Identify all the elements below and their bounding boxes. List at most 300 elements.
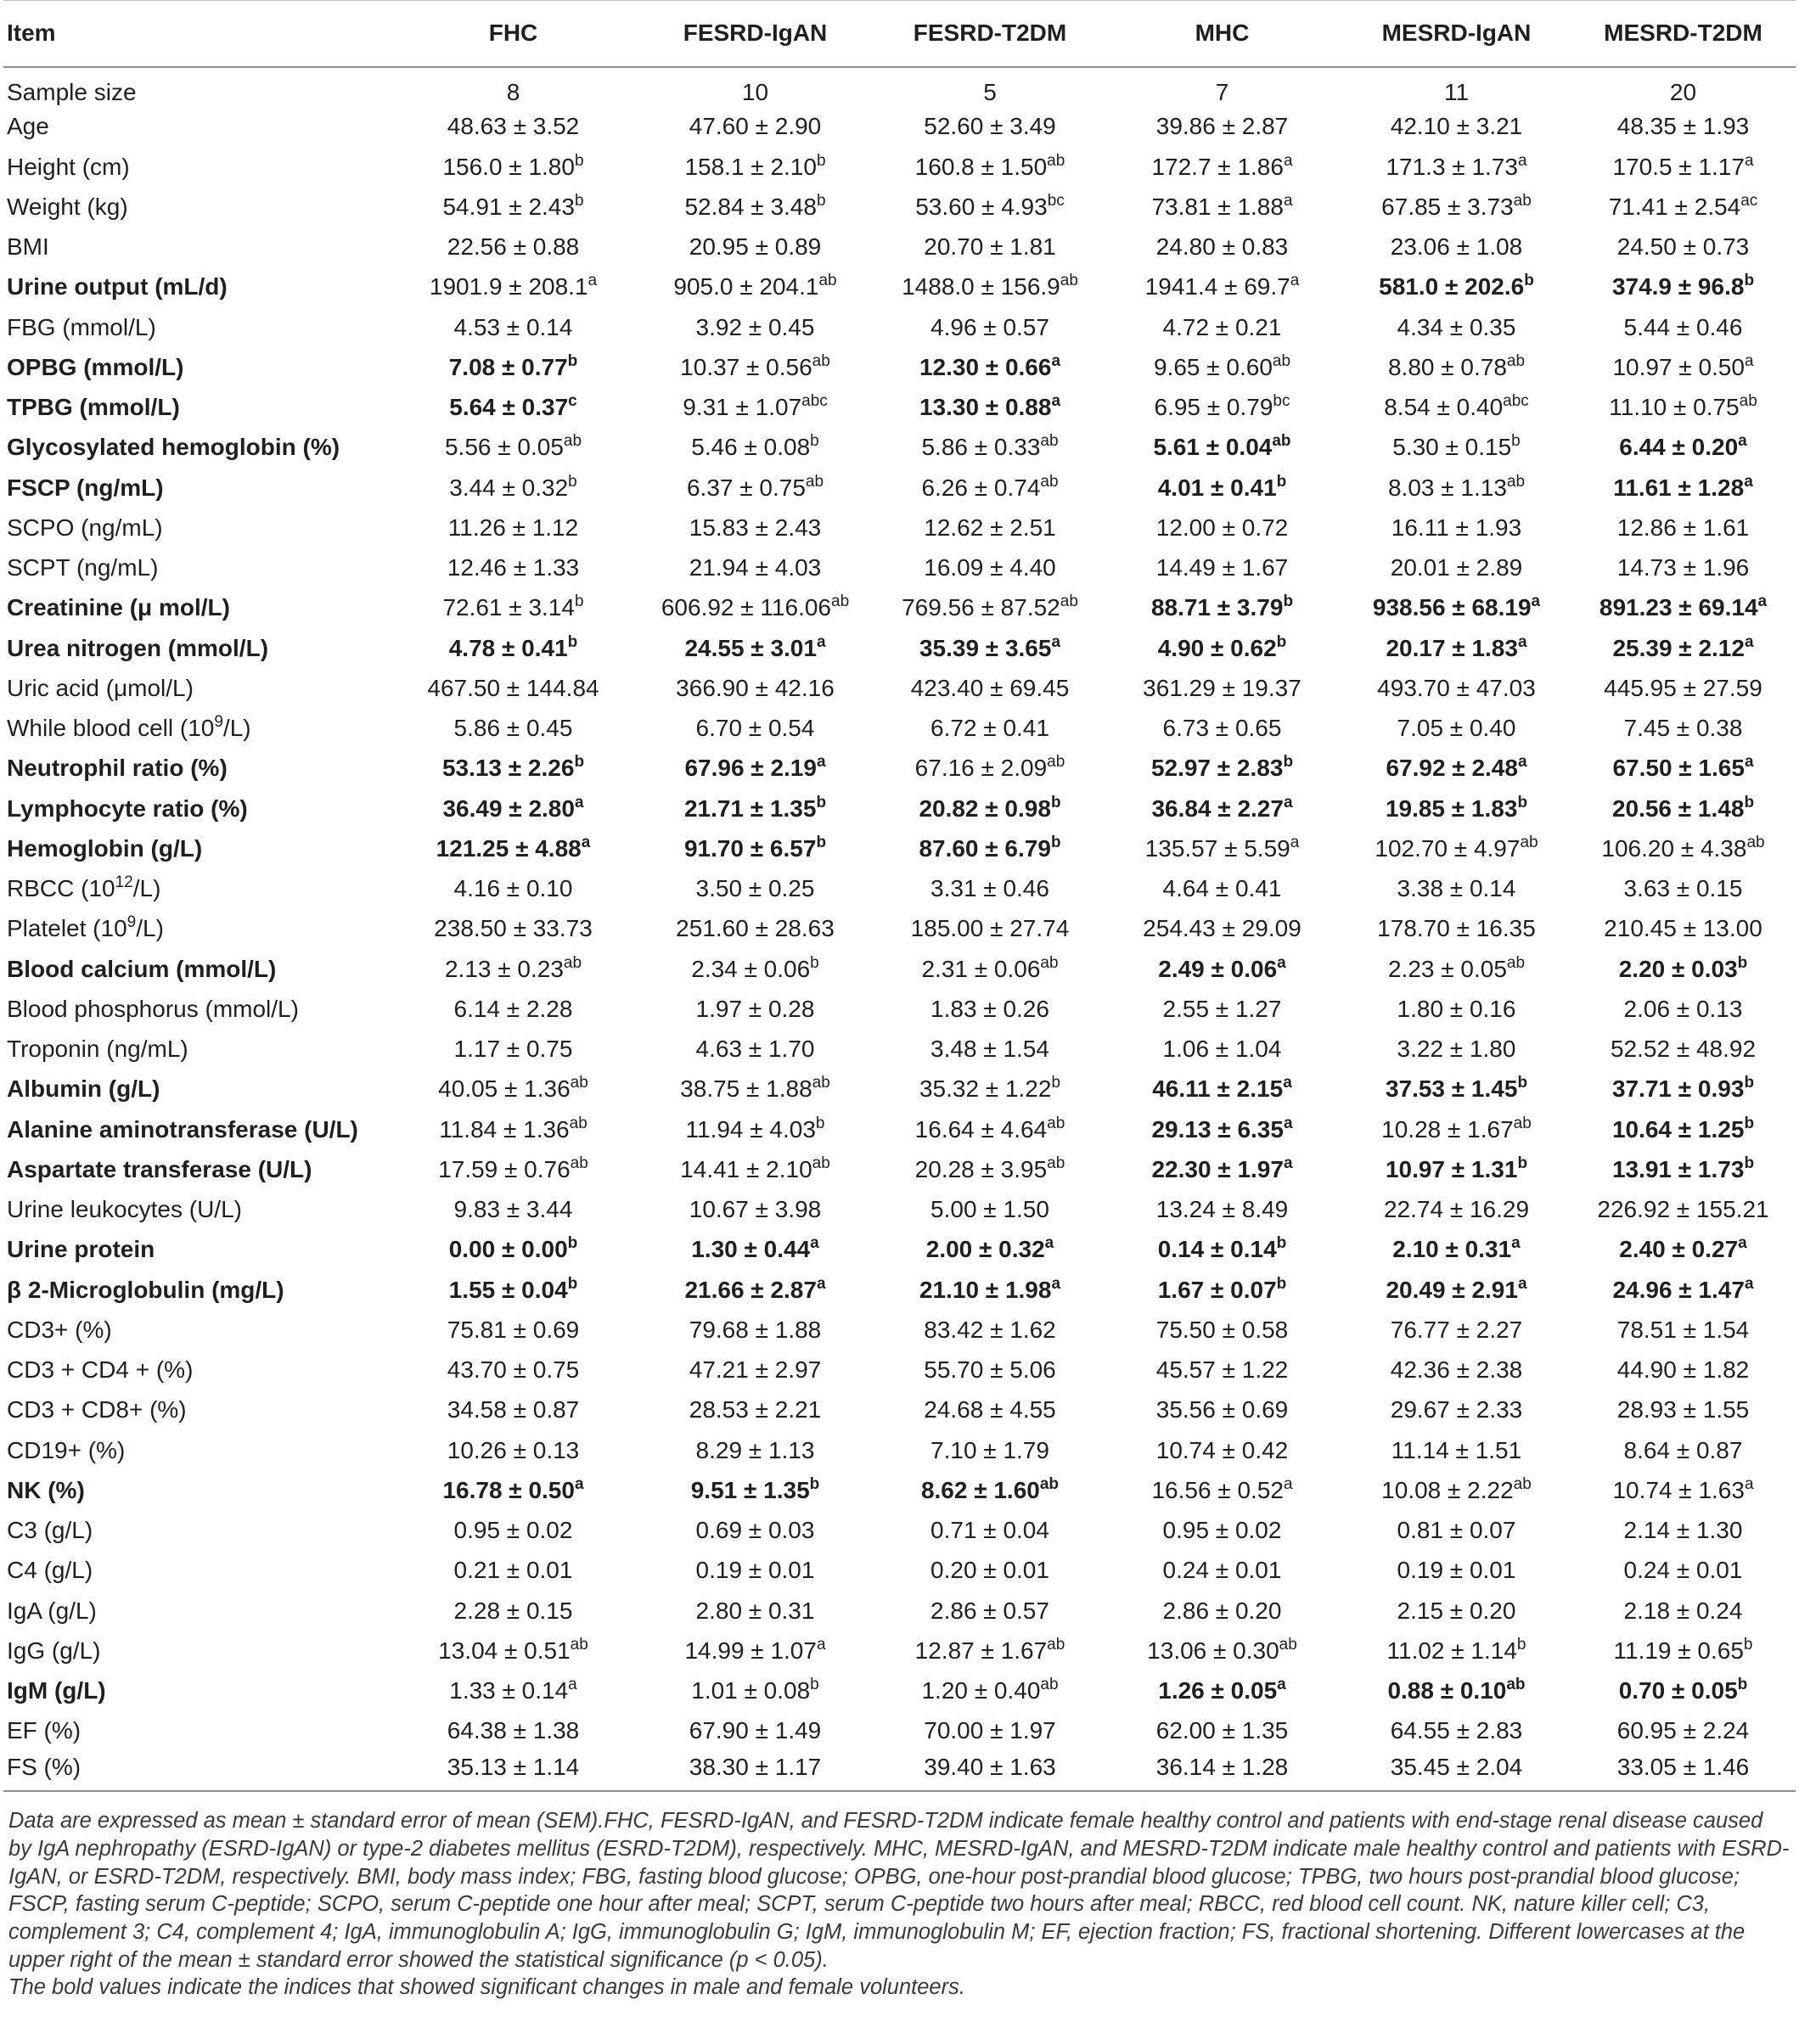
significance-superscript: b [1050, 793, 1061, 811]
table-cell [1102, 989, 1342, 1029]
table-cell [1342, 1711, 1571, 1751]
table-cell [1571, 1190, 1796, 1230]
cell-value: 20.70 ± 1.81 [924, 233, 1056, 261]
table-cell [878, 1310, 1102, 1350]
table-cell [1571, 1109, 1796, 1149]
cell-value: 0.21 ± 0.01 [453, 1557, 573, 1584]
table-cell [394, 628, 632, 668]
table-cell [394, 468, 632, 508]
cell-value: 5.86 ± 0.33 [921, 434, 1041, 461]
table-row [3, 147, 1796, 187]
table-cell [394, 1270, 632, 1310]
table-cell [1571, 1030, 1796, 1070]
row-label-exponent: 9 [214, 713, 223, 732]
table-cell [878, 789, 1102, 828]
table-cell [632, 828, 878, 868]
row-label [3, 1030, 394, 1070]
row-label [3, 67, 394, 107]
table-cell [394, 1551, 632, 1591]
table-row [3, 428, 1796, 468]
table-cell [632, 869, 878, 909]
table-cell [1342, 1350, 1571, 1390]
cell-value: 10.67 ± 3.98 [689, 1196, 822, 1223]
significance-superscript: ab [812, 1074, 830, 1092]
significance-superscript: ab [1272, 351, 1291, 370]
table-cell [1571, 1551, 1796, 1591]
table-cell [878, 1390, 1102, 1430]
cell-value: 54.91 ± 2.43 [442, 193, 575, 220]
row-label-text: RBCC (10 [7, 875, 115, 902]
row-label [3, 1149, 394, 1189]
table-cell [394, 789, 632, 828]
table-cell [1342, 227, 1571, 267]
table-cell [1342, 1070, 1571, 1109]
cell-value: 10 [741, 78, 769, 105]
cell-value: 53.60 ± 4.93 [915, 193, 1048, 220]
cell-value: 24.55 ± 3.01 [684, 634, 817, 661]
cell-value: 10.97 ± 1.31 [1385, 1155, 1518, 1182]
row-label [3, 1270, 394, 1310]
table-cell [878, 227, 1102, 267]
table-cell [394, 227, 632, 267]
table-row [3, 989, 1796, 1029]
table-row [3, 1190, 1796, 1230]
table-cell [632, 1190, 878, 1230]
cell-value: 9.51 ± 1.35 [690, 1476, 810, 1503]
cell-value: 60.95 ± 2.24 [1616, 1717, 1750, 1744]
cell-value: 22.56 ± 0.88 [447, 233, 580, 261]
table-cell [1102, 1109, 1342, 1149]
cell-value: 135.57 ± 5.59 [1144, 834, 1290, 862]
row-label [3, 709, 394, 749]
table-row [3, 828, 1796, 868]
table-row [3, 1751, 1796, 1791]
row-label [3, 1109, 394, 1149]
cell-value: 4.96 ± 0.57 [930, 313, 1049, 340]
table-cell [394, 508, 632, 548]
cell-value: 10.74 ± 0.42 [1155, 1436, 1289, 1463]
significance-superscript: b [568, 472, 577, 491]
cell-value: 13.24 ± 8.49 [1155, 1196, 1289, 1223]
table-cell [632, 588, 878, 628]
significance-superscript: ab [1060, 592, 1078, 611]
cell-value: 1941.4 ± 69.7 [1144, 273, 1290, 300]
table-cell [1571, 468, 1796, 508]
cell-value: 361.29 ± 19.37 [1143, 674, 1301, 701]
table-cell [1571, 1070, 1796, 1109]
cell-value: 160.8 ± 1.50 [914, 153, 1048, 180]
table-cell [632, 388, 878, 428]
cell-value: 14.41 ± 2.10 [680, 1155, 812, 1182]
table-row [3, 749, 1796, 789]
table-cell [632, 668, 878, 708]
table-cell [394, 1030, 632, 1070]
table-cell [394, 307, 632, 347]
table-cell [1342, 388, 1571, 428]
table-cell [394, 1671, 632, 1711]
table-cell [1571, 548, 1796, 588]
table-row [3, 67, 1796, 107]
table-cell [878, 828, 1102, 868]
table-cell [1102, 508, 1342, 548]
cell-value: 11.61 ± 1.28 [1613, 474, 1745, 501]
table-cell [1342, 107, 1571, 147]
significance-superscript: b [1744, 1154, 1755, 1172]
table-cell [1342, 909, 1571, 949]
cell-value: 48.63 ± 3.52 [447, 113, 580, 140]
cell-value: 10.97 ± 0.50 [1612, 353, 1745, 380]
table-cell [1342, 1030, 1571, 1070]
cell-value: 3.22 ± 1.80 [1397, 1036, 1516, 1063]
row-label [3, 267, 394, 307]
table-cell [632, 1310, 878, 1350]
table-row [3, 388, 1796, 428]
significance-superscript: ab [1513, 1474, 1532, 1493]
row-label [3, 588, 394, 628]
row-label-text: C4 (g/L) [7, 1557, 93, 1584]
cell-value: 2.15 ± 0.20 [1397, 1597, 1516, 1624]
table-cell [394, 107, 632, 147]
significance-superscript: bc [1047, 191, 1065, 210]
row-label [3, 227, 394, 267]
row-label-text: TPBG (mmol/L) [7, 394, 180, 421]
significance-superscript: a [1744, 1474, 1754, 1493]
row-label-text: Urine protein [7, 1236, 155, 1263]
table-cell [1342, 1109, 1571, 1149]
significance-superscript: b [816, 793, 827, 811]
significance-superscript: b [1276, 632, 1287, 651]
cell-value: 91.70 ± 6.57 [683, 834, 817, 862]
table-cell [878, 1591, 1102, 1631]
cell-value: 28.53 ± 2.21 [689, 1396, 822, 1424]
table-cell [1571, 227, 1796, 267]
table-row [3, 468, 1796, 508]
table-cell [1571, 1631, 1796, 1671]
cell-value: 21.10 ± 1.98 [919, 1276, 1052, 1303]
table-row [3, 949, 1796, 989]
row-label-text: EF (%) [7, 1717, 82, 1744]
cell-value: 20 [1669, 78, 1697, 105]
significance-superscript: a [1531, 592, 1541, 611]
cell-value: 12.86 ± 1.61 [1616, 514, 1750, 541]
row-label-text: NK (%) [7, 1476, 85, 1503]
cell-value: 29.13 ± 6.35 [1151, 1115, 1284, 1143]
table-cell [1102, 869, 1342, 909]
row-label [3, 1430, 394, 1470]
table-cell [1102, 468, 1342, 508]
cell-value: 5.30 ± 0.15 [1392, 434, 1512, 461]
table-cell [878, 749, 1102, 789]
cell-value: 21.66 ± 2.87 [684, 1276, 817, 1303]
table-cell [632, 227, 878, 267]
row-label-text: Creatinine (μ mol/L) [7, 594, 230, 621]
significance-superscript: ab [1040, 472, 1059, 491]
table-cell [394, 347, 632, 387]
row-label [3, 468, 394, 508]
row-label [3, 307, 394, 347]
table-cell [394, 1711, 632, 1751]
table-cell [1571, 1430, 1796, 1470]
table-row [3, 1591, 1796, 1631]
significance-superscript: a [1044, 1234, 1054, 1253]
cell-value: 2.86 ± 0.20 [1162, 1597, 1282, 1624]
significance-superscript: b [1744, 793, 1755, 811]
cell-value: 40.05 ± 1.36 [438, 1075, 571, 1103]
table-cell [1102, 1470, 1342, 1510]
cell-value: 5.46 ± 0.08 [691, 434, 811, 461]
table-cell [878, 1671, 1102, 1711]
table-cell [394, 1751, 632, 1791]
table-cell [1342, 1591, 1571, 1631]
cell-value: 20.01 ± 2.89 [1390, 554, 1523, 581]
table-cell [632, 1030, 878, 1070]
cell-value: 39.40 ± 1.63 [924, 1754, 1056, 1781]
row-label [3, 147, 394, 187]
row-label-text: Age [7, 113, 49, 140]
cell-value: 16.09 ± 4.40 [924, 554, 1056, 581]
significance-superscript: b [1276, 472, 1287, 491]
table-cell [878, 709, 1102, 749]
cell-value: 73.81 ± 1.88 [1151, 193, 1284, 220]
table-cell [632, 468, 878, 508]
significance-superscript: ab [569, 1114, 587, 1132]
table-cell [394, 909, 632, 949]
cell-value: 37.53 ± 1.45 [1385, 1075, 1518, 1103]
row-label-unit: /L) [222, 715, 251, 742]
cell-value: 35.13 ± 1.14 [447, 1754, 580, 1781]
table-cell [1102, 668, 1342, 708]
significance-superscript: b [810, 1676, 819, 1694]
table-cell [632, 508, 878, 548]
header-row [3, 1, 1796, 67]
table-cell [878, 1551, 1102, 1591]
cell-value: 44.90 ± 1.82 [1616, 1356, 1750, 1384]
table-cell [1571, 588, 1796, 628]
cell-value: 10.28 ± 1.67 [1381, 1115, 1514, 1143]
cell-value: 7.10 ± 1.79 [930, 1436, 1049, 1463]
table-header [3, 1, 1796, 67]
row-label [3, 1310, 394, 1350]
cell-value: 4.16 ± 0.10 [453, 875, 573, 902]
row-label [3, 347, 394, 387]
row-label-text: FS (%) [7, 1754, 82, 1781]
table-cell [632, 789, 878, 828]
cell-value: 19.85 ± 1.83 [1385, 795, 1518, 822]
table-cell [878, 1711, 1102, 1751]
table-cell [1342, 147, 1571, 187]
significance-superscript: a [1744, 753, 1754, 772]
cell-value: 11.84 ± 1.36 [439, 1115, 570, 1143]
table-row [3, 1350, 1796, 1390]
table-cell [632, 1711, 878, 1751]
cell-value: 7.08 ± 0.77 [448, 353, 568, 380]
significance-superscript: ab [1040, 1676, 1059, 1694]
table-cell [1342, 668, 1571, 708]
cell-value: 2.34 ± 0.06 [691, 955, 811, 982]
cell-value: 6.95 ± 0.79 [1154, 394, 1273, 421]
table-cell [1102, 749, 1342, 789]
cell-value: 8.64 ± 0.87 [1623, 1436, 1743, 1463]
row-label-text: C3 (g/L) [7, 1517, 93, 1544]
cell-value: 8.62 ± 1.60 [920, 1476, 1040, 1503]
significance-superscript: a [1283, 1074, 1292, 1092]
table-cell [394, 588, 632, 628]
table-cell [1571, 1671, 1796, 1711]
table-cell [394, 749, 632, 789]
cell-value: 4.78 ± 0.41 [448, 634, 568, 661]
significance-superscript: a [574, 1474, 584, 1493]
row-label-exponent: 9 [126, 913, 137, 932]
cell-value: 6.44 ± 0.20 [1619, 434, 1739, 461]
row-label-text: Urea nitrogen (mmol/L) [7, 634, 269, 661]
table-cell [1102, 1030, 1342, 1070]
table-cell [632, 307, 878, 347]
table-cell [1571, 789, 1796, 828]
table-cell [878, 1190, 1102, 1230]
table-cell [394, 1109, 632, 1149]
cell-value: 12.87 ± 1.67 [914, 1637, 1048, 1664]
significance-superscript: a [1051, 392, 1061, 411]
cell-value: 2.55 ± 1.27 [1162, 995, 1282, 1022]
table-cell [1342, 1631, 1571, 1671]
table-row [3, 1310, 1796, 1350]
table-cell [394, 428, 632, 468]
cell-value: 11.10 ± 0.75 [1609, 394, 1740, 421]
cell-value: 423.40 ± 69.45 [910, 674, 1070, 701]
table-cell [1102, 388, 1342, 428]
cell-value: 38.75 ± 1.88 [680, 1075, 812, 1103]
significance-superscript: b [574, 191, 584, 210]
cell-value: 10.64 ± 1.25 [1611, 1115, 1745, 1143]
row-label [3, 749, 394, 789]
cell-value: 581.0 ± 202.6 [1379, 273, 1525, 300]
significance-superscript: b [574, 151, 584, 170]
cell-value: 14.49 ± 1.67 [1155, 554, 1289, 581]
cell-value: 178.70 ± 16.35 [1377, 915, 1536, 942]
table-cell [1342, 67, 1571, 107]
cell-value: 0.88 ± 0.10 [1387, 1677, 1507, 1704]
cell-value: 4.63 ± 1.70 [695, 1036, 815, 1063]
table-cell [1102, 1270, 1342, 1310]
table-cell [394, 147, 632, 187]
table-cell [1342, 628, 1571, 668]
table-cell [1571, 508, 1796, 548]
table-row [3, 267, 1796, 307]
row-label [3, 1230, 394, 1270]
significance-superscript: a [1283, 793, 1293, 811]
cell-value: 35.32 ± 1.22 [919, 1075, 1052, 1103]
table-row [3, 1470, 1796, 1510]
table-cell [632, 428, 878, 468]
table-cell [1571, 1591, 1796, 1631]
table-cell [1342, 267, 1571, 307]
significance-superscript: b [1524, 272, 1534, 290]
table-cell [878, 187, 1102, 227]
cell-value: 70.00 ± 1.97 [924, 1717, 1056, 1744]
significance-superscript: b [567, 351, 578, 370]
table-cell [1102, 307, 1342, 347]
footnote-bold-note: The bold values indicate the indices that showed significant changes in male and female volunteers. [8, 1975, 965, 2000]
table-cell [1571, 428, 1796, 468]
table-cell [878, 1270, 1102, 1310]
cell-value: 42.36 ± 2.38 [1390, 1356, 1523, 1384]
significance-superscript: a [1277, 1676, 1286, 1694]
table-cell [632, 1270, 878, 1310]
cell-value: 0.14 ± 0.14 [1157, 1236, 1277, 1263]
cell-value: 6.14 ± 2.28 [453, 995, 573, 1022]
significance-superscript: a [1744, 632, 1754, 651]
cell-value: 0.24 ± 0.01 [1162, 1557, 1282, 1584]
table-cell [394, 1511, 632, 1551]
table-cell [1102, 949, 1342, 989]
cell-value: 4.53 ± 0.14 [453, 313, 573, 340]
significance-superscript: b [567, 1274, 578, 1293]
significance-superscript: a [1283, 151, 1293, 170]
significance-superscript: ab [1746, 833, 1765, 851]
significance-superscript: abc [1503, 392, 1529, 411]
table-row [3, 1149, 1796, 1189]
table-cell [1571, 67, 1796, 107]
cell-value: 16.78 ± 0.50 [442, 1476, 575, 1503]
table-cell [632, 749, 878, 789]
cell-value: 12.30 ± 0.66 [919, 353, 1052, 380]
cell-value: 7 [1215, 78, 1229, 105]
cell-value: 2.40 ± 0.27 [1619, 1236, 1739, 1263]
table-row [3, 347, 1796, 387]
significance-superscript: ab [812, 1154, 830, 1172]
cell-value: 52.52 ± 48.92 [1610, 1036, 1757, 1063]
cell-value: 11.02 ± 1.14 [1386, 1637, 1517, 1664]
table-cell [1102, 187, 1342, 227]
cell-value: 37.71 ± 0.93 [1611, 1075, 1745, 1103]
table-cell [632, 1430, 878, 1470]
cell-value: 891.23 ± 69.14 [1599, 594, 1758, 621]
cell-value: 1.20 ± 0.40 [921, 1677, 1041, 1704]
row-label [3, 107, 394, 147]
row-label-text: Alanine aminotransferase (U/L) [7, 1115, 358, 1143]
cell-value: 10.74 ± 1.63 [1612, 1476, 1745, 1503]
table-row [3, 789, 1796, 828]
table-cell [878, 1470, 1102, 1510]
significance-superscript: ac [1740, 191, 1758, 210]
cell-value: 0.71 ± 0.04 [930, 1517, 1049, 1544]
row-label-text: Blood phosphorus (mmol/L) [7, 995, 299, 1022]
cell-value: 22.30 ± 1.97 [1151, 1155, 1284, 1182]
table-cell [1571, 1310, 1796, 1350]
table-row [3, 227, 1796, 267]
row-label-text: IgA (g/L) [7, 1597, 97, 1624]
cell-value: 8.03 ± 1.13 [1387, 474, 1507, 501]
table-cell [632, 1350, 878, 1390]
table-cell [394, 388, 632, 428]
table-cell [1102, 1190, 1342, 1230]
table-row [3, 1631, 1796, 1671]
table-cell [878, 668, 1102, 708]
table-cell [1571, 347, 1796, 387]
significance-superscript: b [1517, 1074, 1528, 1092]
table-cell [394, 1631, 632, 1671]
table-cell [632, 548, 878, 588]
cell-value: 5.56 ± 0.05 [444, 434, 564, 461]
column-header-mhc: MHC [1102, 1, 1342, 67]
significance-superscript: ab [1039, 1474, 1060, 1493]
table-cell [878, 508, 1102, 548]
row-label-text: OPBG (mmol/L) [7, 353, 184, 380]
row-label [3, 989, 394, 1029]
table-cell [632, 628, 878, 668]
row-label-text: BMI [7, 233, 49, 261]
significance-superscript: ab [563, 953, 582, 972]
